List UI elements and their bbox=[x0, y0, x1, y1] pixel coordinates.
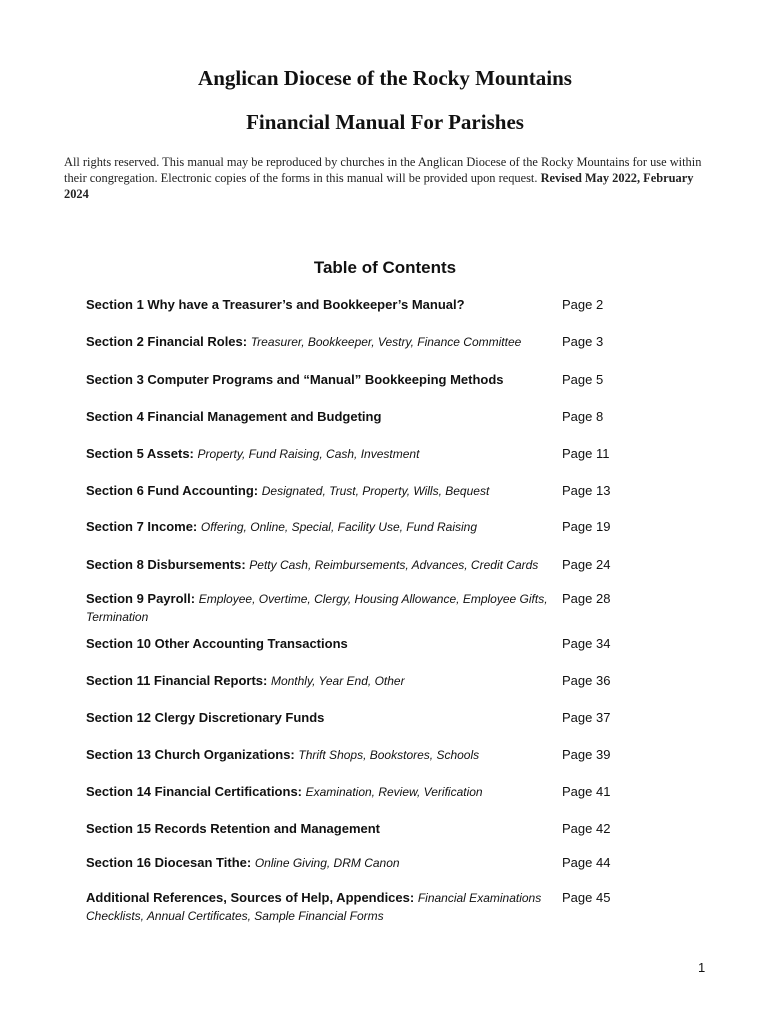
toc-entry-page: Page 3 bbox=[562, 334, 604, 349]
toc-entry-label: Section 16 Diocesan Tithe: bbox=[86, 855, 252, 870]
toc-entry-page: Page 41 bbox=[562, 784, 611, 799]
toc-entry-label: Section 3 Computer Programs and “Manual” Bookkeeping Methods bbox=[86, 372, 504, 387]
revised-note: Revised May 2022, February 2024 bbox=[64, 171, 694, 201]
toc-entry-label: Section 6 Fund Accounting: bbox=[86, 483, 259, 498]
toc-entry-page: Page 5 bbox=[562, 372, 604, 387]
toc-entry-label: Section 5 Assets: bbox=[86, 446, 194, 461]
toc-entry-description: Petty Cash, Reimbursements, Advances, Credit Cards bbox=[249, 558, 539, 572]
toc-entry-page: Page 39 bbox=[562, 747, 611, 762]
toc-entry-text bbox=[86, 672, 556, 690]
toc-entry-description: Online Giving, DRM Canon bbox=[254, 856, 400, 870]
toc-entry bbox=[86, 445, 646, 463]
toc-entry bbox=[86, 590, 646, 626]
toc-entry-label: Additional References, Sources of Help, Appendices: bbox=[86, 890, 415, 905]
toc-entry-description: Offering, Online, Special, Facility Use, Fund Raising bbox=[200, 520, 477, 534]
toc-entry bbox=[86, 672, 646, 690]
intro-paragraph bbox=[64, 154, 704, 202]
toc-entry-page: Page 11 bbox=[562, 446, 610, 461]
toc-entry-description: Property, Fund Raising, Cash, Investment bbox=[197, 447, 420, 461]
toc-entry-text bbox=[86, 296, 556, 314]
toc-entry bbox=[86, 482, 646, 500]
document-subtitle: Financial Manual For Parishes bbox=[246, 110, 524, 134]
toc-entry-text bbox=[86, 590, 556, 626]
intro-text: All rights reserved. This manual may be reproduced by churches in the Anglican Diocese of the Rocky Mountains for use within their congregation. Electronic copies of the forms in this manual will be provided upon request. bbox=[64, 155, 702, 185]
toc-heading: Table of Contents bbox=[313, 258, 457, 277]
toc-entry-text bbox=[86, 635, 556, 653]
toc-entry-description: Examination, Review, Verification bbox=[305, 785, 483, 799]
toc-entry bbox=[86, 783, 646, 801]
toc-entry-label: Section 14 Financial Certifications: bbox=[86, 784, 302, 799]
toc-entry-label: Section 15 Records Retention and Management bbox=[86, 821, 381, 836]
toc-entry-page: Page 36 bbox=[562, 673, 611, 688]
toc-entry-page: Page 8 bbox=[562, 409, 604, 424]
toc-entry-page: Page 44 bbox=[562, 855, 611, 870]
toc-entry-description: Employee, Overtime, Clergy, Housing Allowance, Employee Gifts, Termination bbox=[86, 592, 548, 624]
toc-entry-description: Designated, Trust, Property, Wills, Bequest bbox=[261, 484, 490, 498]
toc-entry-text bbox=[86, 518, 556, 536]
toc-entry bbox=[86, 635, 646, 653]
toc-entry-text bbox=[86, 445, 556, 463]
toc-entry-text bbox=[86, 783, 556, 801]
toc-entry-text bbox=[86, 556, 556, 574]
toc-entry-text bbox=[86, 889, 556, 925]
toc-entry bbox=[86, 709, 646, 727]
toc-entry-label: Section 11 Financial Reports: bbox=[86, 673, 268, 688]
toc-entry bbox=[86, 408, 646, 426]
toc-entry-text bbox=[86, 746, 556, 764]
toc-entry-label: Section 10 Other Accounting Transactions bbox=[86, 636, 348, 651]
page-number: 1 bbox=[698, 960, 706, 975]
toc-entry-label: Section 7 Income: bbox=[86, 519, 198, 534]
toc-entry bbox=[86, 556, 646, 574]
toc-entry bbox=[86, 820, 646, 838]
toc-entry-label: Section 4 Financial Management and Budgeting bbox=[86, 409, 382, 424]
toc-entry bbox=[86, 371, 646, 389]
toc-entry-text bbox=[86, 482, 556, 500]
toc-entry-page: Page 37 bbox=[562, 710, 611, 725]
toc-entry-page: Page 45 bbox=[562, 890, 611, 905]
toc-entry-label: Section 8 Disbursements: bbox=[86, 557, 246, 572]
toc-entry bbox=[86, 889, 646, 925]
toc-entry-description: Treasurer, Bookkeeper, Vestry, Finance Committee bbox=[250, 335, 522, 349]
toc-entry-page: Page 34 bbox=[562, 636, 611, 651]
toc-entry-page: Page 28 bbox=[562, 591, 611, 606]
toc-entry-description: Thrift Shops, Bookstores, Schools bbox=[298, 748, 480, 762]
toc-entry bbox=[86, 296, 646, 314]
toc-entry bbox=[86, 333, 646, 351]
toc-entry bbox=[86, 746, 646, 764]
toc-entry-description: Financial Examinations Checklists, Annual Certificates, Sample Financial Forms bbox=[86, 891, 542, 923]
toc-entry-page: Page 42 bbox=[562, 821, 611, 836]
toc-entry-page: Page 2 bbox=[562, 297, 604, 312]
document-title: Anglican Diocese of the Rocky Mountains bbox=[198, 66, 572, 90]
toc-entry-label: Section 12 Clergy Discretionary Funds bbox=[86, 710, 325, 725]
toc-entry-label: Section 13 Church Organizations: bbox=[86, 747, 295, 762]
toc-entry bbox=[86, 854, 646, 872]
toc-entry-page: Page 19 bbox=[562, 519, 611, 534]
toc-entry-text bbox=[86, 333, 556, 351]
toc-entry-page: Page 24 bbox=[562, 557, 611, 572]
toc-entry-text bbox=[86, 709, 556, 727]
toc-entry-page: Page 13 bbox=[562, 483, 611, 498]
toc-entry-label: Section 9 Payroll: bbox=[86, 591, 196, 606]
toc-entry-text bbox=[86, 408, 556, 426]
toc-entry bbox=[86, 518, 646, 536]
toc-entry-label: Section 1 Why have a Treasurer’s and Bookkeeper’s Manual? bbox=[86, 297, 465, 312]
toc-entry-text bbox=[86, 371, 556, 389]
toc-entry-text bbox=[86, 820, 556, 838]
toc-entry-text bbox=[86, 854, 556, 872]
toc-entry-description: Monthly, Year End, Other bbox=[270, 674, 405, 688]
toc-entry-label: Section 2 Financial Roles: bbox=[86, 334, 248, 349]
